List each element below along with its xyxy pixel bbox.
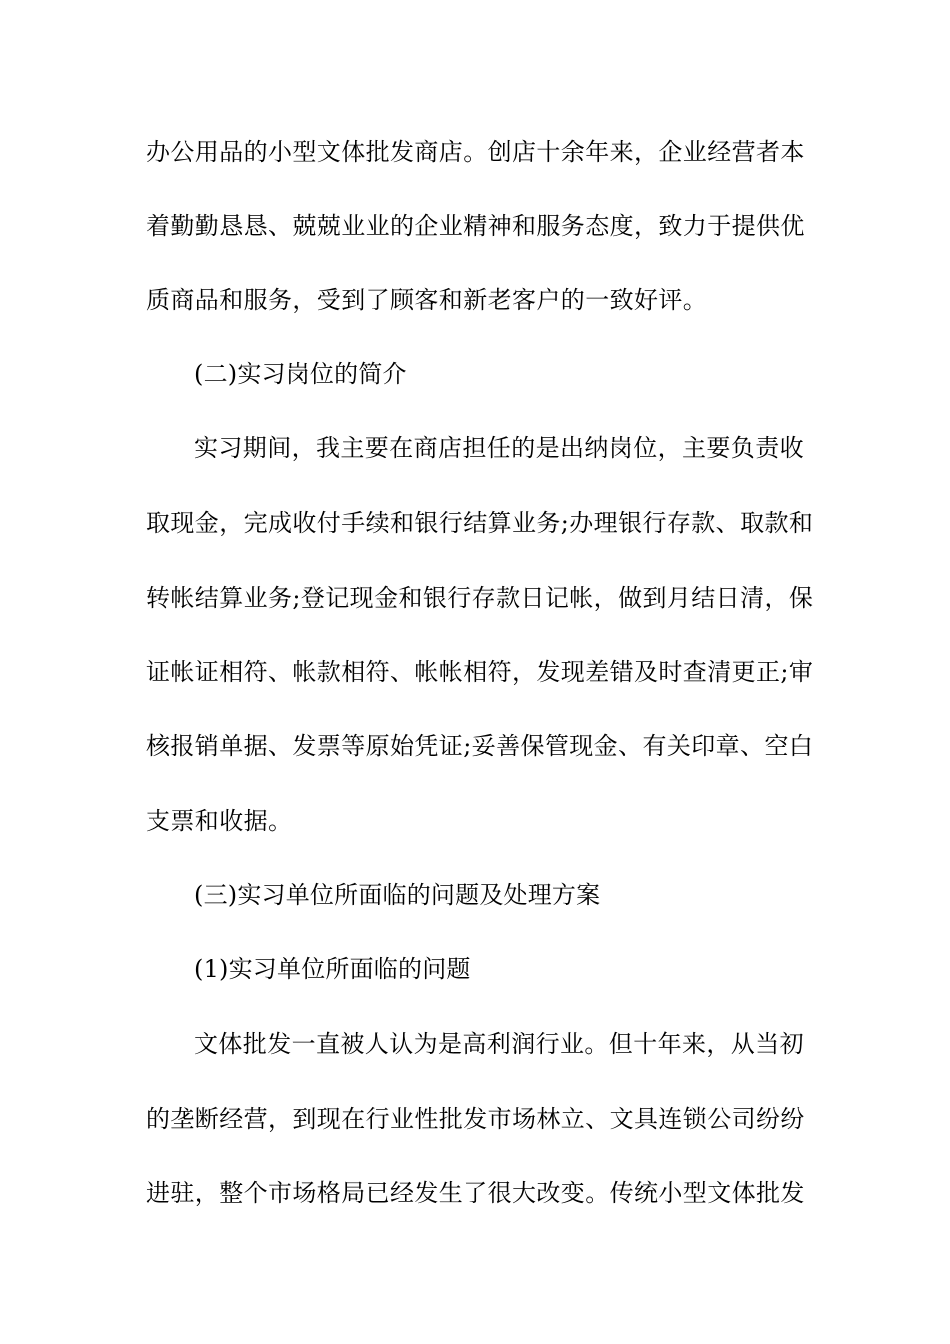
paragraph-line: 转帐结算业务;登记现金和银行存款日记帐，做到月结日清，保 [146,584,814,612]
subsection-heading: (1)实习单位所面临的问题 [194,955,471,983]
paragraph-line: 进驻，整个市场格局已经发生了很大改变。传统小型文体批发 [146,1179,805,1207]
paragraph-line: 着勤勤恳恳、兢兢业业的企业精神和服务态度，致力于提供优 [146,212,805,240]
paragraph-line: 证帐证相符、帐款相符、帐帐相符，发现差错及时查清更正;审 [146,658,814,686]
paragraph-line: 文体批发一直被人认为是高利润行业。但十年来，从当初 [194,1030,804,1058]
paragraph-line: 的垄断经营，到现在行业性批发市场林立、文具连锁公司纷纷 [146,1105,805,1133]
paragraph-line: 取现金，完成收付手续和银行结算业务;办理银行存款、取款和 [146,509,814,537]
paragraph-line: 实习期间，我主要在商店担任的是出纳岗位，主要负责收 [194,434,804,462]
section-heading: (三)实习单位所面临的问题及处理方案 [194,881,601,909]
section-heading: (二)实习岗位的简介 [194,360,407,388]
paragraph-line: 办公用品的小型文体批发商店。创店十余年来，企业经营者本 [146,138,805,166]
paragraph-line: 支票和收据。 [146,807,293,835]
paragraph-line: 核报销单据、发票等原始凭证;妥善保管现金、有关印章、空白 [146,732,814,760]
paragraph-line: 质商品和服务，受到了顾客和新老客户的一致好评。 [146,286,708,314]
